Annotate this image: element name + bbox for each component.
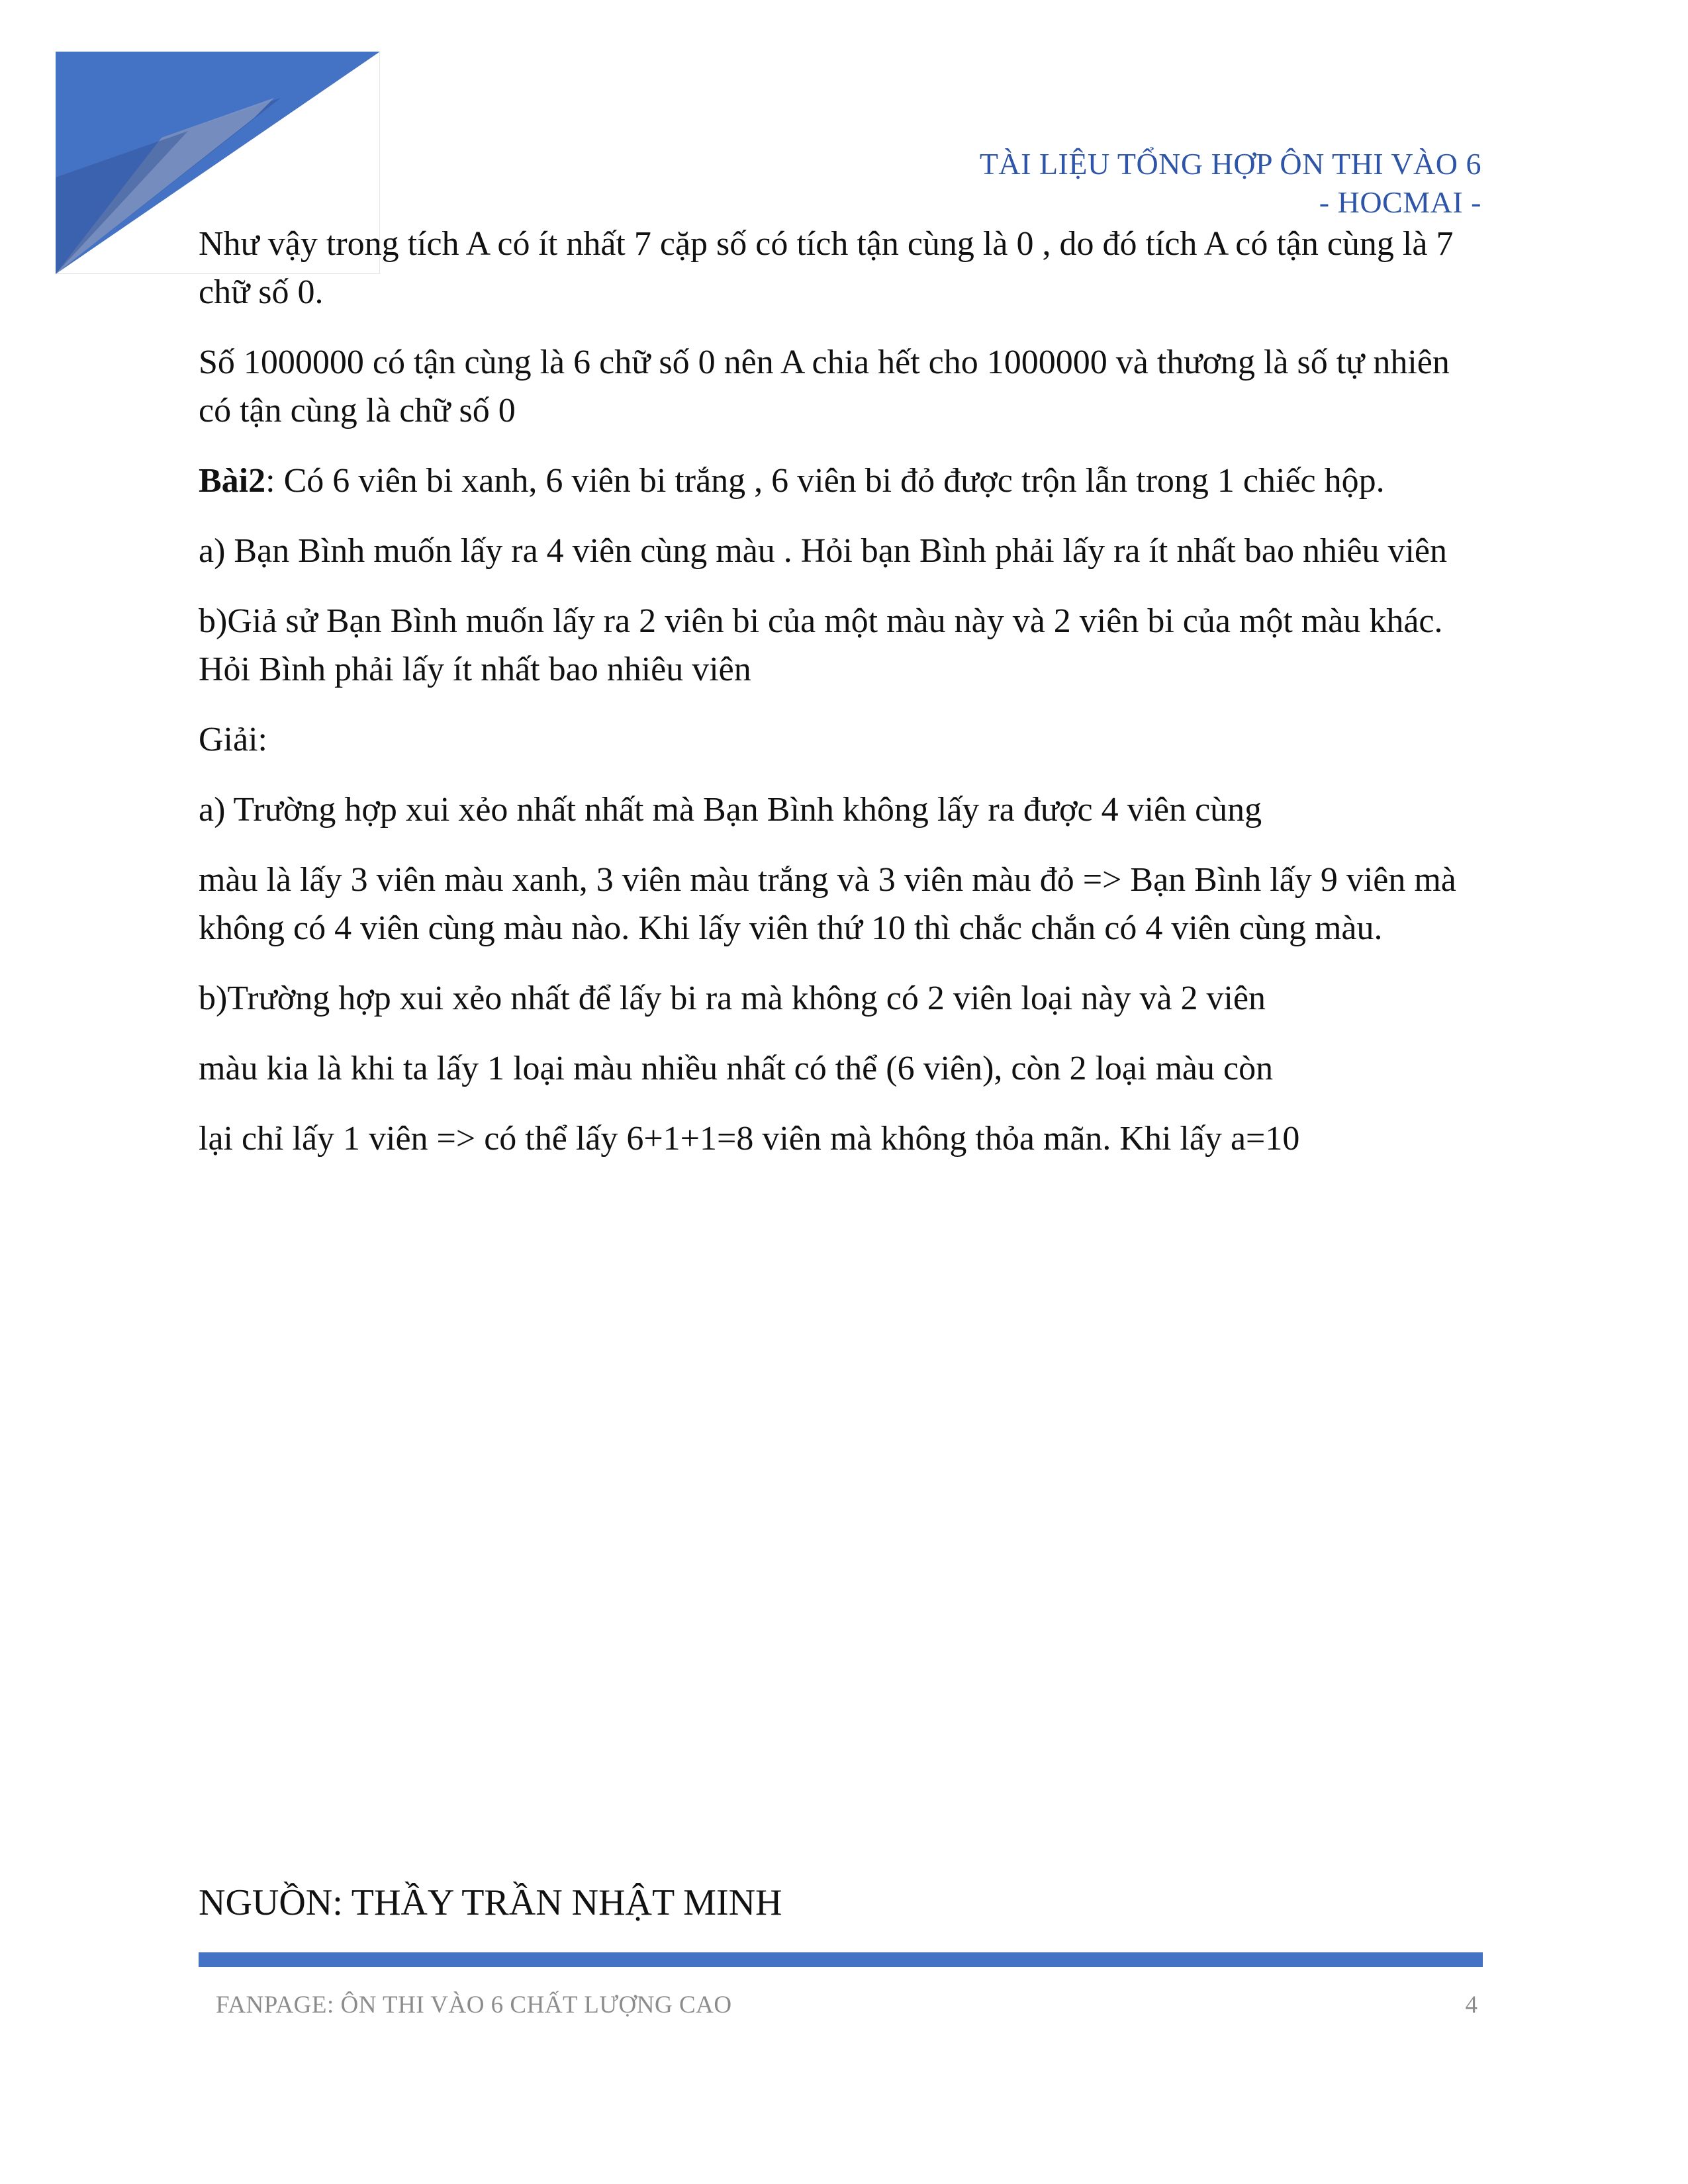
solution-b-line-2: màu kia là khi ta lấy 1 loại màu nhiều nhất có thể (6 viên), còn 2 loại màu còn — [199, 1050, 1274, 1087]
header-title: TÀI LIỆU TỔNG HỢP ÔN THI VÀO 6 — [979, 147, 1481, 181]
question-a: a) Bạn Bình muốn lấy ra 4 viên cùng màu . Hỏi bạn Bình phải lấy ra ít nhất bao nhiêu viên — [199, 532, 1448, 570]
paragraph-divisibility: Số 1000000 có tận cùng là 6 chữ số 0 nên A chia hết cho 1000000 và thương là số tự nhiên có tận cùng là chữ số 0 — [199, 343, 1450, 430]
header-brand: - HOCMAI - — [1319, 185, 1481, 219]
source-credit: NGUỒN: THẦY TRẦN NHẬT MINH — [199, 1882, 782, 1923]
footer-divider — [199, 1952, 1483, 1967]
question-b: b)Giả sử Bạn Bình muốn lấy ra 2 viên bi của một màu này và 2 viên bi của một màu khác. Hỏi Bình phải lấy ít nhất bao nhiêu viên — [199, 602, 1443, 688]
solution-a-line-1: a) Trường hợp xui xẻo nhất nhất mà Bạn Bình không lấy ra được 4 viên cùng — [199, 791, 1262, 829]
solution-b-line-3: lại chỉ lấy 1 viên => có thể lấy 6+1+1=8 viên mà không thỏa mãn. Khi lấy a=10 — [199, 1120, 1300, 1158]
problem-2-text: : Có 6 viên bi xanh, 6 viên bi trắng , 6 viên bi đỏ được trộn lẫn trong 1 chiếc hộp. — [265, 462, 1385, 500]
footer-fanpage: FANPAGE: ÔN THI VÀO 6 CHẤT LƯỢNG CAO — [216, 1991, 732, 2019]
paragraph-conclusion: Như vậy trong tích A có ít nhất 7 cặp số có tích tận cùng là 0 , do đó tích A có tận cùng là 7 chữ số 0. — [199, 225, 1454, 311]
solution-b-line-1: b)Trường hợp xui xẻo nhất để lấy bi ra mà không có 2 viên loại này và 2 viên — [199, 979, 1266, 1017]
document-body — [199, 220, 1483, 1185]
solution-heading: Giải: — [199, 721, 267, 758]
page-number: 4 — [1465, 1991, 1477, 2019]
solution-a-line-2: màu là lấy 3 viên màu xanh, 3 viên màu trắng và 3 viên màu đỏ => Bạn Bình lấy 9 viên mà không có 4 viên cùng màu nào. Khi lấy viên thứ 10 thì chắc chắn có 4 viên cùng màu. — [199, 861, 1456, 947]
problem-2-label: Bài2 — [199, 462, 266, 500]
problem-2-statement — [199, 457, 1483, 505]
